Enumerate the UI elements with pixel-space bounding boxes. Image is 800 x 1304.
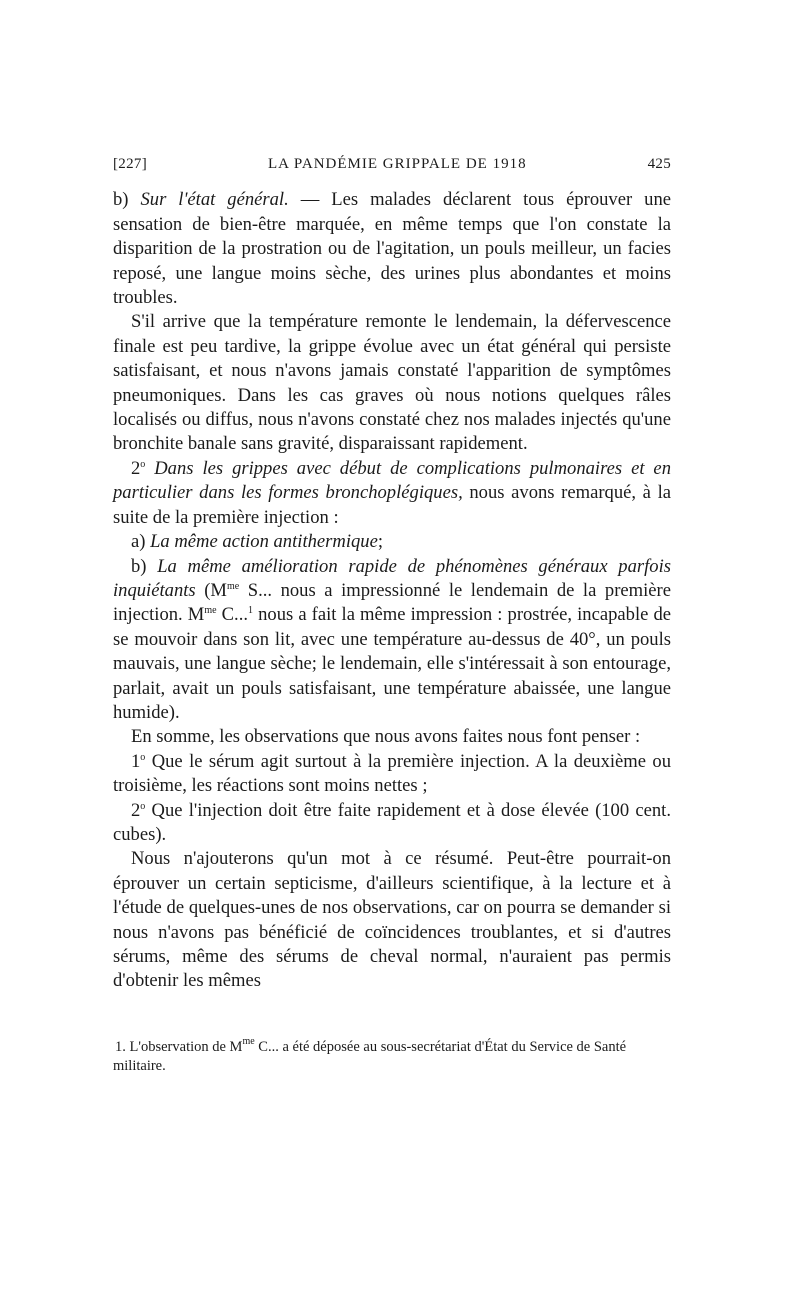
- text-run: [145, 458, 154, 479]
- superscript: o: [140, 800, 146, 812]
- body-text: [113, 188, 671, 993]
- paragraph-p9: [113, 847, 671, 993]
- superscript: o: [140, 751, 146, 763]
- text-run: nous avons remarqué, à la suite de la première injection :: [113, 482, 671, 528]
- paragraph-p8: [113, 799, 671, 848]
- footnote-text: [113, 1035, 627, 1074]
- text-run: 2: [131, 799, 141, 821]
- page-number: 425: [647, 156, 671, 172]
- text-run: — Les malades déclarent tous éprouver une sensation de bien-être marquée, en même temps que l'on constate la disparition de la prostration ou de l'agitation, un pouls meilleur, un facies reposé, une langue moins sèche, des urines plus abondantes et moins troubles.: [113, 189, 671, 309]
- text-run: S'il arrive que la température remonte le lendemain, la défervescence finale est peu tardive, la grippe évolue avec un état général qui persiste satisfaisant, et nous n'avons jamais constaté l'apparition de symptômes pneumoniques. Dans les cas graves où nous notions quelques râles localisés ou diffus, nous n'avons constaté chez nos malades injectés qu'une bronchite banale sans gravité, disparaissant rapidement.: [113, 311, 671, 455]
- italic-text: La même amélioration rapide de phénomènes généraux parfois inquiétants: [113, 555, 671, 601]
- superscript: me: [204, 605, 217, 617]
- book-page: [113, 152, 671, 1076]
- text-run: 2: [131, 457, 141, 479]
- paragraph-p6: [113, 725, 671, 749]
- paragraph-p2: [113, 310, 671, 456]
- text-run: C...: [216, 604, 249, 626]
- text-run: ;: [377, 531, 384, 553]
- paragraph-p7: [113, 750, 671, 799]
- section-reference: [227]: [113, 156, 147, 172]
- text-run: Que l'injection doit être faite rapidement et à dose élevée (100 cent. cubes).: [113, 799, 671, 845]
- running-header: [113, 152, 671, 176]
- text-run: L'observation de M: [125, 1038, 243, 1055]
- paragraph-p5: [113, 555, 671, 726]
- text-run: 1: [131, 750, 141, 772]
- text-run: nous a fait la même impression : prostrée, incapable de se mouvoir dans son lit, avec une température au-dessus de 40°, un pouls mauvais, une langue sèche; le lendemain, elle s'intéressait à son entourage, parlait, avait un pouls satisfaisant, une température abaissée, une langue humide).: [113, 604, 672, 723]
- footnote: [113, 1035, 671, 1076]
- paragraph-p1: [113, 188, 671, 310]
- superscript: me: [242, 1035, 255, 1047]
- text-run: b): [113, 189, 141, 211]
- superscript: 1: [248, 605, 254, 617]
- text-run: S... nous a impressionné le lendemain de la première injection. M: [113, 579, 671, 626]
- text-run: Nous n'ajouterons qu'un mot à ce résumé. Peut-être pourrait-on éprouver un certain septicisme, d'ailleurs scientifique, à la lecture et à l'étude de quelques-unes de nos observations, car on pourra se demander si nous n'avons pas bénéficié de coïncidences troublantes, et si d'autres sérums, même des sérums de cheval normal, n'auraient pas permis d'obtenir les mêmes: [113, 848, 671, 992]
- text-run: b): [131, 555, 158, 577]
- text-run: a): [131, 531, 151, 553]
- superscript: me: [226, 580, 240, 592]
- text-run: (M: [195, 579, 227, 601]
- footnote-number: 1.: [115, 1038, 126, 1055]
- running-title: LA PANDÉMIE GRIPPALE DE 1918: [268, 156, 527, 172]
- text-run: En somme, les observations que nous avons faites nous font penser :: [131, 726, 641, 748]
- italic-text: Dans les grippes avec début de complications pulmonaires et en particulier dans les formes bronchoplégiques,: [113, 457, 671, 504]
- italic-text: Sur l'état général.: [140, 189, 289, 211]
- text-run: Que le sérum agit surtout à la première injection. A la deuxième ou troisième, les réactions sont moins nettes ;: [113, 750, 671, 797]
- italic-text: La même action antithermique: [150, 531, 378, 553]
- superscript: o: [140, 458, 146, 470]
- text-run: C... a été déposée au sous-secrétariat d'État du Service de Santé militaire.: [113, 1038, 627, 1074]
- paragraph-p3: [113, 457, 671, 530]
- paragraph-p4: [113, 530, 671, 554]
